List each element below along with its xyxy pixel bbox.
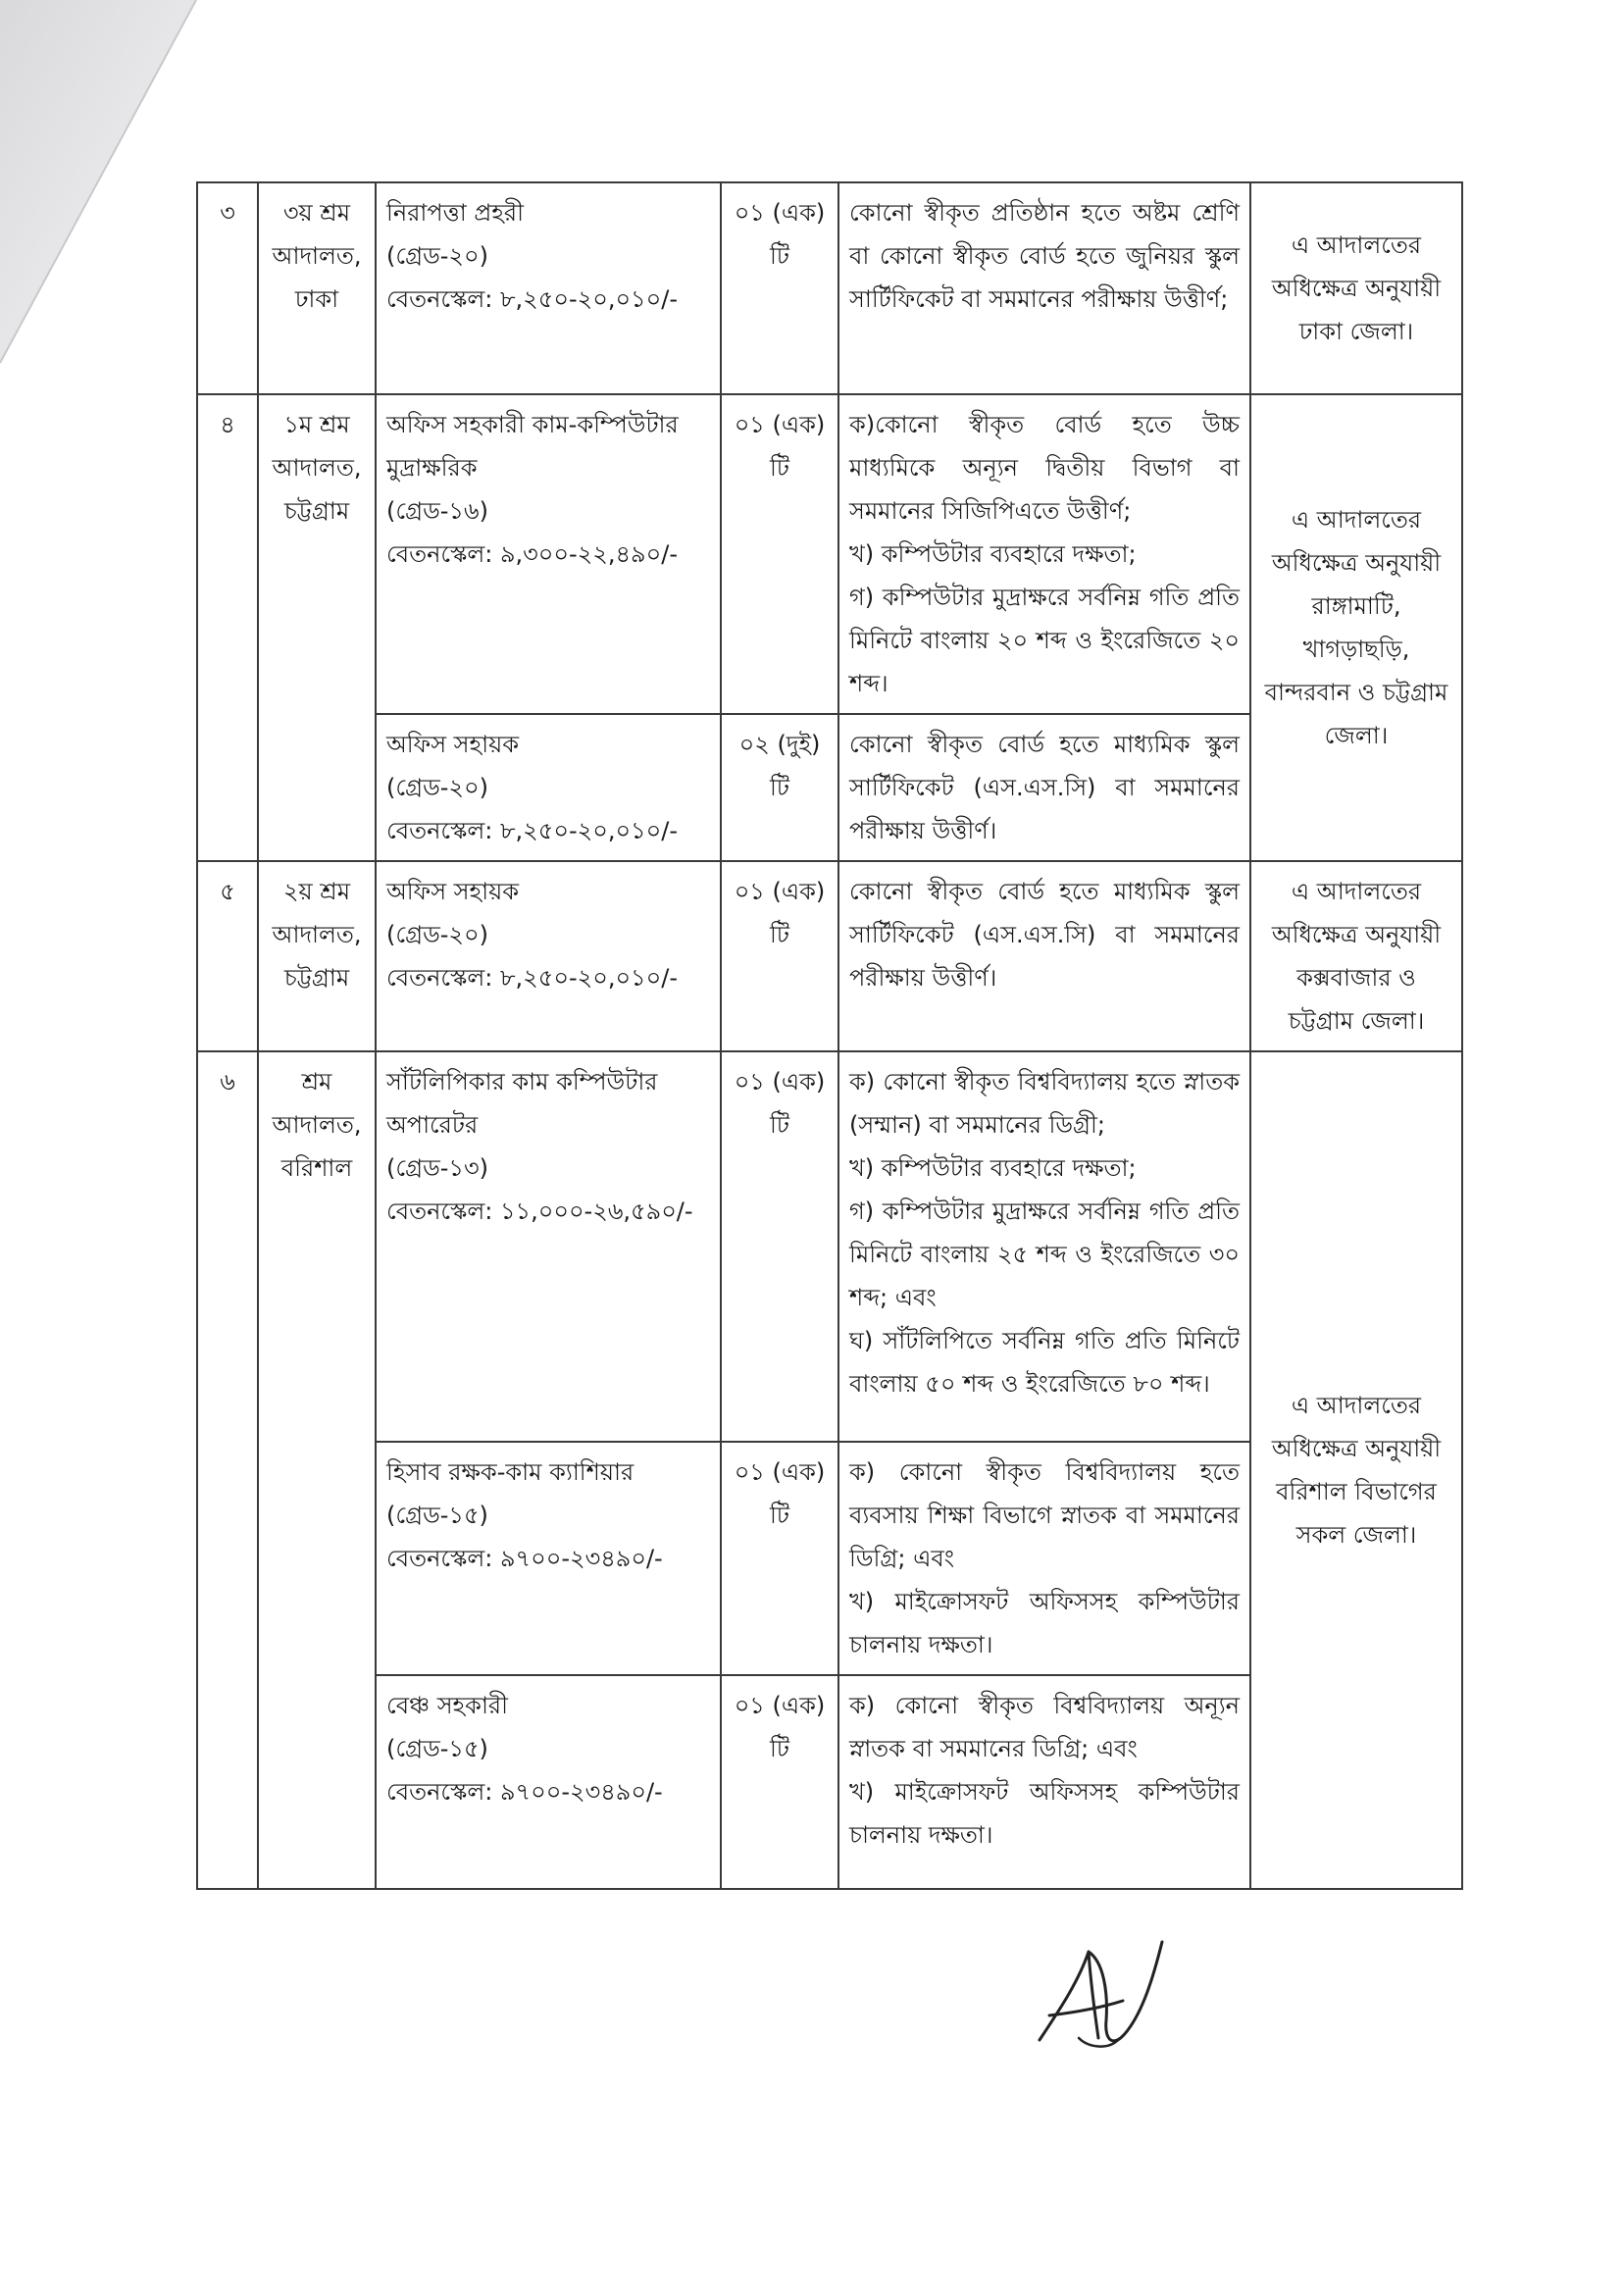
- serial-number: ৩: [197, 182, 258, 394]
- qualification-line: ক) কোনো স্বীকৃত বিশ্ববিদ্যালয় অন্যূন স্নাতক বা সমমানের ডিগ্রি; এবং: [849, 1692, 1240, 1762]
- qualification-cell: [838, 1051, 1250, 1442]
- post-line: (গ্রেড-২০): [386, 921, 488, 948]
- post-line: (গ্রেড-১৩): [386, 1154, 488, 1182]
- post-quantity: ০১ (এক) টি: [721, 1051, 838, 1442]
- table-row: [197, 394, 1462, 714]
- qualification-line: ঘ) সাঁটলিপিতে সর্বনিম্ন গতি প্রতি মিনিটে বাংলায় ৫০ শব্দ ও ইংরেজিতে ৮০ শব্দ।: [849, 1327, 1240, 1398]
- post-line: হিসাব রক্ষক-কাম ক্যাশিয়ার: [386, 1458, 634, 1486]
- post-quantity: ০১ (এক) টি: [721, 1442, 838, 1675]
- post-line: বেতনস্কেল: ৯৭০০-২৩৪৯০/-: [386, 1778, 663, 1806]
- serial-number: ৫: [197, 861, 258, 1051]
- court-name-line: আদালত,: [272, 454, 362, 482]
- serial-number: ৬: [197, 1051, 258, 1889]
- post-line: অফিস সহকারী কাম-কম্পিউটার মুদ্রাক্ষরিক: [386, 411, 679, 482]
- court-name-line: ৩য় শ্রম: [282, 199, 351, 227]
- post-line: বেতনস্কেল: ৮,২৫০-২০,০১০/-: [386, 817, 678, 844]
- qualification-line: গ) কম্পিউটার মুদ্রাক্ষরে সর্বনিম্ন গতি প্রতি মিনিটে বাংলায় ২৫ শব্দ ও ইংরেজিতে ৩০ শব্দ; এবং: [849, 1198, 1240, 1311]
- qualification-line: খ) কম্পিউটার ব্যবহারে দক্ষতা;: [849, 1154, 1137, 1182]
- post-line: নিরাপত্তা প্রহরী: [386, 199, 524, 227]
- post-cell: [376, 1051, 721, 1442]
- court-name-line: আদালত,: [272, 1111, 362, 1139]
- post-line: বেতনস্কেল: ৮,২৫০-২০,০১০/-: [386, 285, 678, 313]
- post-line: বেতনস্কেল: ৯৭০০-২৩৪৯০/-: [386, 1545, 663, 1572]
- court-name-line: বরিশাল: [280, 1154, 353, 1182]
- vacancy-table: [196, 181, 1463, 1890]
- post-line: বেতনস্কেল: ১১,০০০-২৬,৫৯০/-: [386, 1198, 693, 1225]
- post-line: সাঁটলিপিকার কাম কম্পিউটার অপারেটর: [386, 1068, 658, 1139]
- court-name-line: চট্টগ্রাম: [283, 964, 350, 992]
- jurisdiction-area: এ আদালতের অধিক্ষেত্র অনুযায়ী ঢাকা জেলা।: [1250, 182, 1462, 394]
- qualification-line: ক)কোনো স্বীকৃত বোর্ড হতে উচ্চ মাধ্যমিকে অন্যূন দ্বিতীয় বিভাগ বা সমমানের সিজিপিএতে উত্তীর্ণ;: [849, 411, 1240, 525]
- table-row: [197, 182, 1462, 394]
- post-line: বেতনস্কেল: ৮,২৫০-২০,০১০/-: [386, 964, 678, 992]
- court-name-line: ১ম শ্রম: [283, 411, 350, 438]
- vacancy-table-body: [197, 182, 1462, 1889]
- qualification-line: কোনো স্বীকৃত বোর্ড হতে মাধ্যমিক স্কুল সার্টিফিকেট (এস.এস.সি) বা সমমানের পরীক্ষায় উত্তীর্ণ।: [849, 731, 1240, 844]
- post-line: অফিস সহায়ক: [386, 878, 520, 905]
- court-name-line: আদালত,: [272, 921, 362, 948]
- court-name-line: শ্রম: [301, 1068, 332, 1096]
- court-name: [258, 394, 376, 861]
- post-quantity: ০২ (দুই) টি: [721, 714, 838, 861]
- post-quantity: ০১ (এক) টি: [721, 394, 838, 714]
- court-name: [258, 861, 376, 1051]
- qualification-line: গ) কম্পিউটার মুদ্রাক্ষরে সর্বনিম্ন গতি প্রতি মিনিটে বাংলায় ২০ শব্দ ও ইংরেজিতে ২০ শব্দ।: [849, 584, 1240, 697]
- post-cell: [376, 861, 721, 1051]
- court-name-line: চট্টগ্রাম: [283, 497, 350, 525]
- post-line: (গ্রেড-১৫): [386, 1502, 488, 1529]
- jurisdiction-area: এ আদালতের অধিক্ষেত্র অনুযায়ী কক্সবাজার ও চট্টগ্রাম জেলা।: [1250, 861, 1462, 1051]
- table-row: [197, 861, 1462, 1051]
- post-cell: [376, 394, 721, 714]
- post-cell: [376, 1442, 721, 1675]
- qualification-cell: [838, 182, 1250, 394]
- post-line: (গ্রেড-১৬): [386, 497, 488, 525]
- post-quantity: ০১ (এক) টি: [721, 1675, 838, 1889]
- court-name-line: ২য় শ্রম: [282, 878, 351, 905]
- post-quantity: ০১ (এক) টি: [721, 182, 838, 394]
- qualification-line: ক) কোনো স্বীকৃত বিশ্ববিদ্যালয় হতে ব্যবসায় শিক্ষা বিভাগে স্নাতক বা সমমানের ডিগ্রি; এবং: [849, 1458, 1240, 1572]
- qualification-cell: [838, 1442, 1250, 1675]
- jurisdiction-area: এ আদালতের অধিক্ষেত্র অনুযায়ী বরিশাল বিভাগের সকল জেলা।: [1250, 1051, 1462, 1889]
- court-name-line: ঢাকা: [294, 285, 339, 313]
- post-line: (গ্রেড-২০): [386, 774, 488, 801]
- table-row: [197, 1051, 1462, 1442]
- qualification-cell: [838, 394, 1250, 714]
- qualification-cell: [838, 714, 1250, 861]
- post-line: (গ্রেড-১৫): [386, 1735, 488, 1762]
- post-cell: [376, 182, 721, 394]
- court-name-line: আদালত,: [272, 242, 362, 270]
- post-line: (গ্রেড-২০): [386, 242, 488, 270]
- qualification-line: কোনো স্বীকৃত প্রতিষ্ঠান হতে অষ্টম শ্রেণি বা কোনো স্বীকৃত বোর্ড হতে জুনিয়র স্কুল সার্টিফিকেট বা সমমানের পরীক্ষায় উত্তীর্ণ;: [849, 199, 1240, 313]
- post-cell: [376, 1675, 721, 1889]
- post-cell: [376, 714, 721, 861]
- court-name: [258, 1051, 376, 1889]
- qualification-line: ক) কোনো স্বীকৃত বিশ্ববিদ্যালয় হতে স্নাতক (সম্মান) বা সমমানের ডিগ্রী;: [849, 1068, 1240, 1139]
- qualification-line: খ) মাইক্রোসফট অফিসসহ কম্পিউটার চালনায় দক্ষতা।: [849, 1778, 1240, 1849]
- post-line: বেতনস্কেল: ৯,৩০০-২২,৪৯০/-: [386, 540, 678, 568]
- post-quantity: ০১ (এক) টি: [721, 861, 838, 1051]
- jurisdiction-area: এ আদালতের অধিক্ষেত্র অনুযায়ী রাঙ্গামাটি, খাগড়াছড়ি, বান্দরবান ও চট্টগ্রাম জেলা।: [1250, 394, 1462, 861]
- post-line: বেঞ্চ সহকারী: [386, 1692, 508, 1719]
- post-line: অফিস সহায়ক: [386, 731, 520, 758]
- serial-number: ৪: [197, 394, 258, 861]
- qualification-line: খ) মাইক্রোসফট অফিসসহ কম্পিউটার চালনায় দক্ষতা।: [849, 1588, 1240, 1658]
- signature: [1020, 1922, 1177, 2069]
- qualification-cell: [838, 1675, 1250, 1889]
- qualification-cell: [838, 861, 1250, 1051]
- court-name: [258, 182, 376, 394]
- qualification-line: খ) কম্পিউটার ব্যবহারে দক্ষতা;: [849, 540, 1137, 568]
- qualification-line: কোনো স্বীকৃত বোর্ড হতে মাধ্যমিক স্কুল সার্টিফিকেট (এস.এস.সি) বা সমমানের পরীক্ষায় উত্তীর্ণ।: [849, 878, 1240, 992]
